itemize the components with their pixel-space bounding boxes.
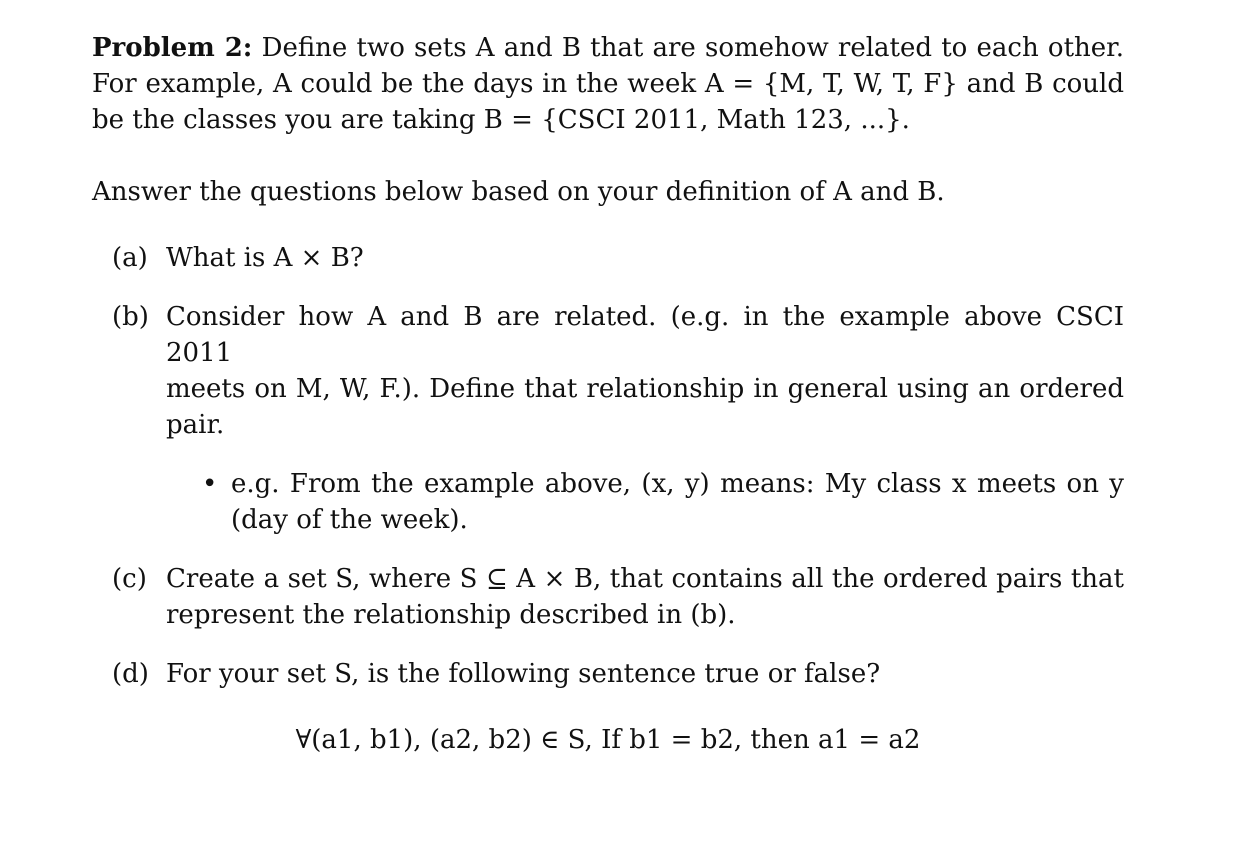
part-a-text: What is A × B? bbox=[166, 243, 364, 273]
part-b-marker: (b) bbox=[112, 302, 149, 332]
part-d-marker: (d) bbox=[112, 659, 149, 689]
part-c-line-2: represent the relationship described in (b). bbox=[166, 600, 736, 630]
part-c-line-1: Create a set S, where S ⊆ A × B, that contains all the ordered pairs that bbox=[166, 564, 1124, 594]
part-b-bullet bbox=[92, 466, 1124, 538]
part-d-formula-text: ∀(a1, b1), (a2, b2) ∈ S, If b1 = b2, then a1 = a2 bbox=[295, 725, 921, 755]
part-a-marker: (a) bbox=[112, 243, 148, 273]
problem-intro-line-1 bbox=[92, 30, 1124, 66]
part-d-text: For your set S, is the following sentence true or false? bbox=[166, 659, 881, 689]
part-c-marker: (c) bbox=[112, 564, 147, 594]
problem-intro-line-3 bbox=[92, 102, 1124, 138]
problem-intro-line-2-text: For example, A could be the days in the week A = {M, T, W, T, F} and B could bbox=[92, 69, 1124, 99]
instruction-text: Answer the questions below based on your definition of A and B. bbox=[92, 177, 945, 207]
problem-sheet bbox=[92, 30, 1124, 758]
bullet-dot-icon: • bbox=[202, 469, 218, 499]
problem-label: Problem 2: bbox=[92, 33, 253, 63]
part-b-bullet-line-1: e.g. From the example above, (x, y) means: My class x meets on y bbox=[231, 469, 1124, 499]
part-b-line-1: Consider how A and B are related. (e.g. in the example above CSCI 2011 bbox=[166, 302, 1124, 368]
problem-intro-line-2 bbox=[92, 66, 1124, 102]
part-b-line-3: pair. bbox=[166, 410, 225, 440]
problem-intro-line-3-text: be the classes you are taking B = {CSCI 2011, Math 123, ...}. bbox=[92, 105, 910, 135]
instruction bbox=[92, 174, 1124, 210]
part-b-line-2: meets on M, W, F.). Define that relationship in general using an ordered bbox=[166, 374, 1124, 404]
part-b bbox=[92, 299, 1124, 443]
part-d-formula bbox=[92, 722, 1124, 758]
part-b-bullet-line-2: (day of the week). bbox=[231, 505, 468, 535]
part-a bbox=[92, 240, 1124, 276]
part-c bbox=[92, 561, 1124, 633]
part-d bbox=[92, 656, 1124, 692]
problem-intro-line-1-text: Define two sets A and B that are somehow related to each other. bbox=[261, 33, 1124, 63]
